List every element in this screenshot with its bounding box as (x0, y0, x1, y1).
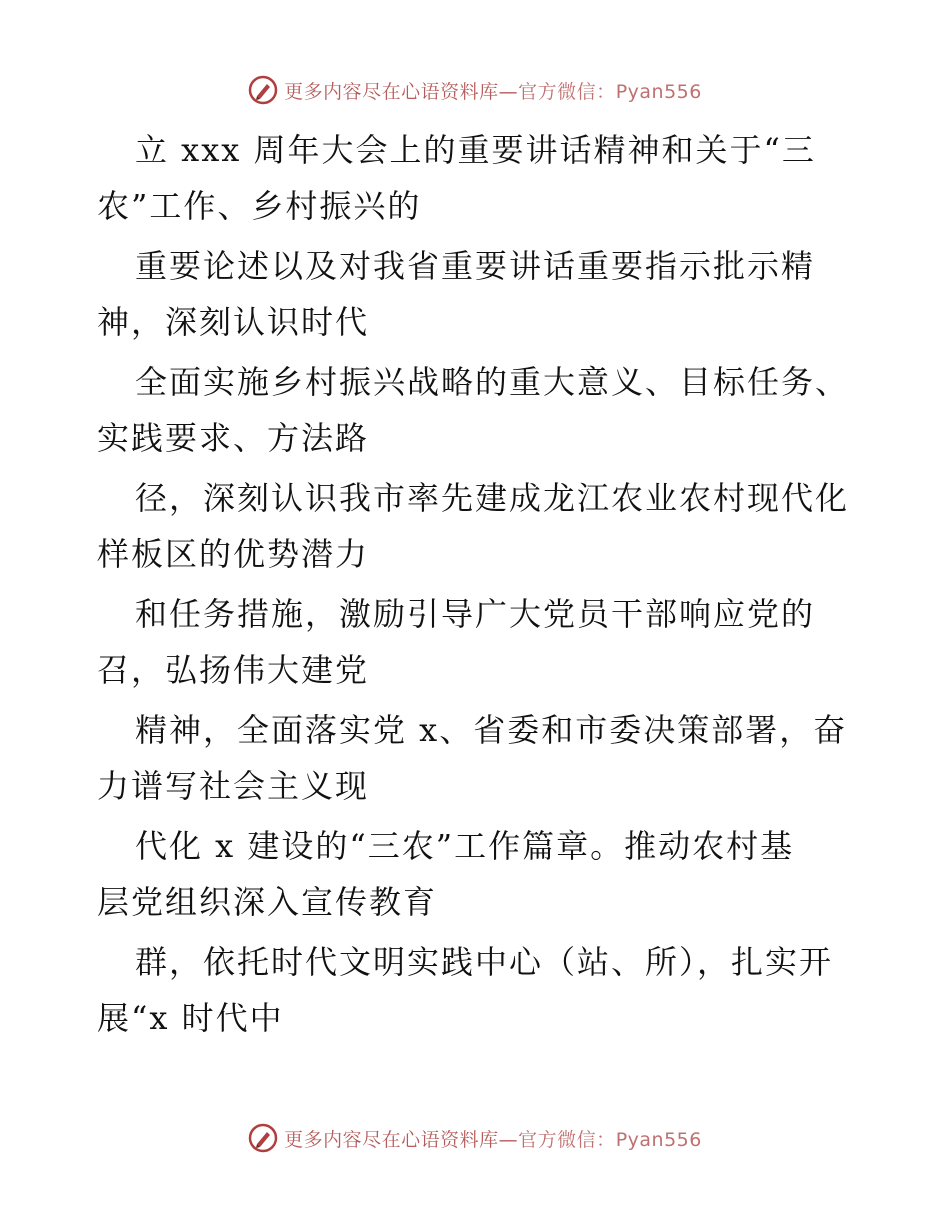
body-line: 力谱写社会主义现 (97, 767, 370, 805)
body-line: 代化 x 建设的“三农”工作篇章。推动农村基 (135, 827, 795, 865)
body-line: 样板区的优势潜力 (97, 535, 370, 573)
header-banner-text: 更多内容尽在心语资料库—官方微信：Pyan556 (284, 80, 702, 103)
body-line: 展“x 时代中 (97, 999, 284, 1037)
body-line: 重要论述以及对我省重要讲话重要指示批示精 (135, 247, 816, 285)
body-line: 径，深刻认识我市率先建成龙江农业农村现代化 (135, 479, 850, 517)
body-line: 和任务措施，激励引导广大党员干部响应党的 (135, 595, 816, 633)
pen-logo-icon (248, 75, 278, 105)
body-line: 神，深刻认识时代 (97, 303, 370, 341)
body-line: 全面实施乡村振兴战略的重大意义、目标任务、 (135, 363, 850, 401)
body-line: 农”工作、乡村振兴的 (97, 187, 422, 225)
footer-banner-text: 更多内容尽在心语资料库—官方微信：Pyan556 (284, 1128, 702, 1151)
header-banner (0, 70, 950, 110)
body-line: 实践要求、方法路 (97, 419, 370, 457)
body-line: 立 xxx 周年大会上的重要讲话精神和关于“三 (135, 131, 816, 169)
body-line: 召，弘扬伟大建党 (97, 651, 370, 689)
pen-logo-icon (248, 1123, 278, 1153)
body-line: 精神，全面落实党 x、省委和市委决策部署，奋 (135, 711, 848, 749)
footer-banner (0, 1118, 950, 1158)
body-line: 层党组织深入宣传教育 (97, 883, 438, 921)
body-line: 群，依托时代文明实践中心（站、所），扎实开 (135, 943, 834, 981)
